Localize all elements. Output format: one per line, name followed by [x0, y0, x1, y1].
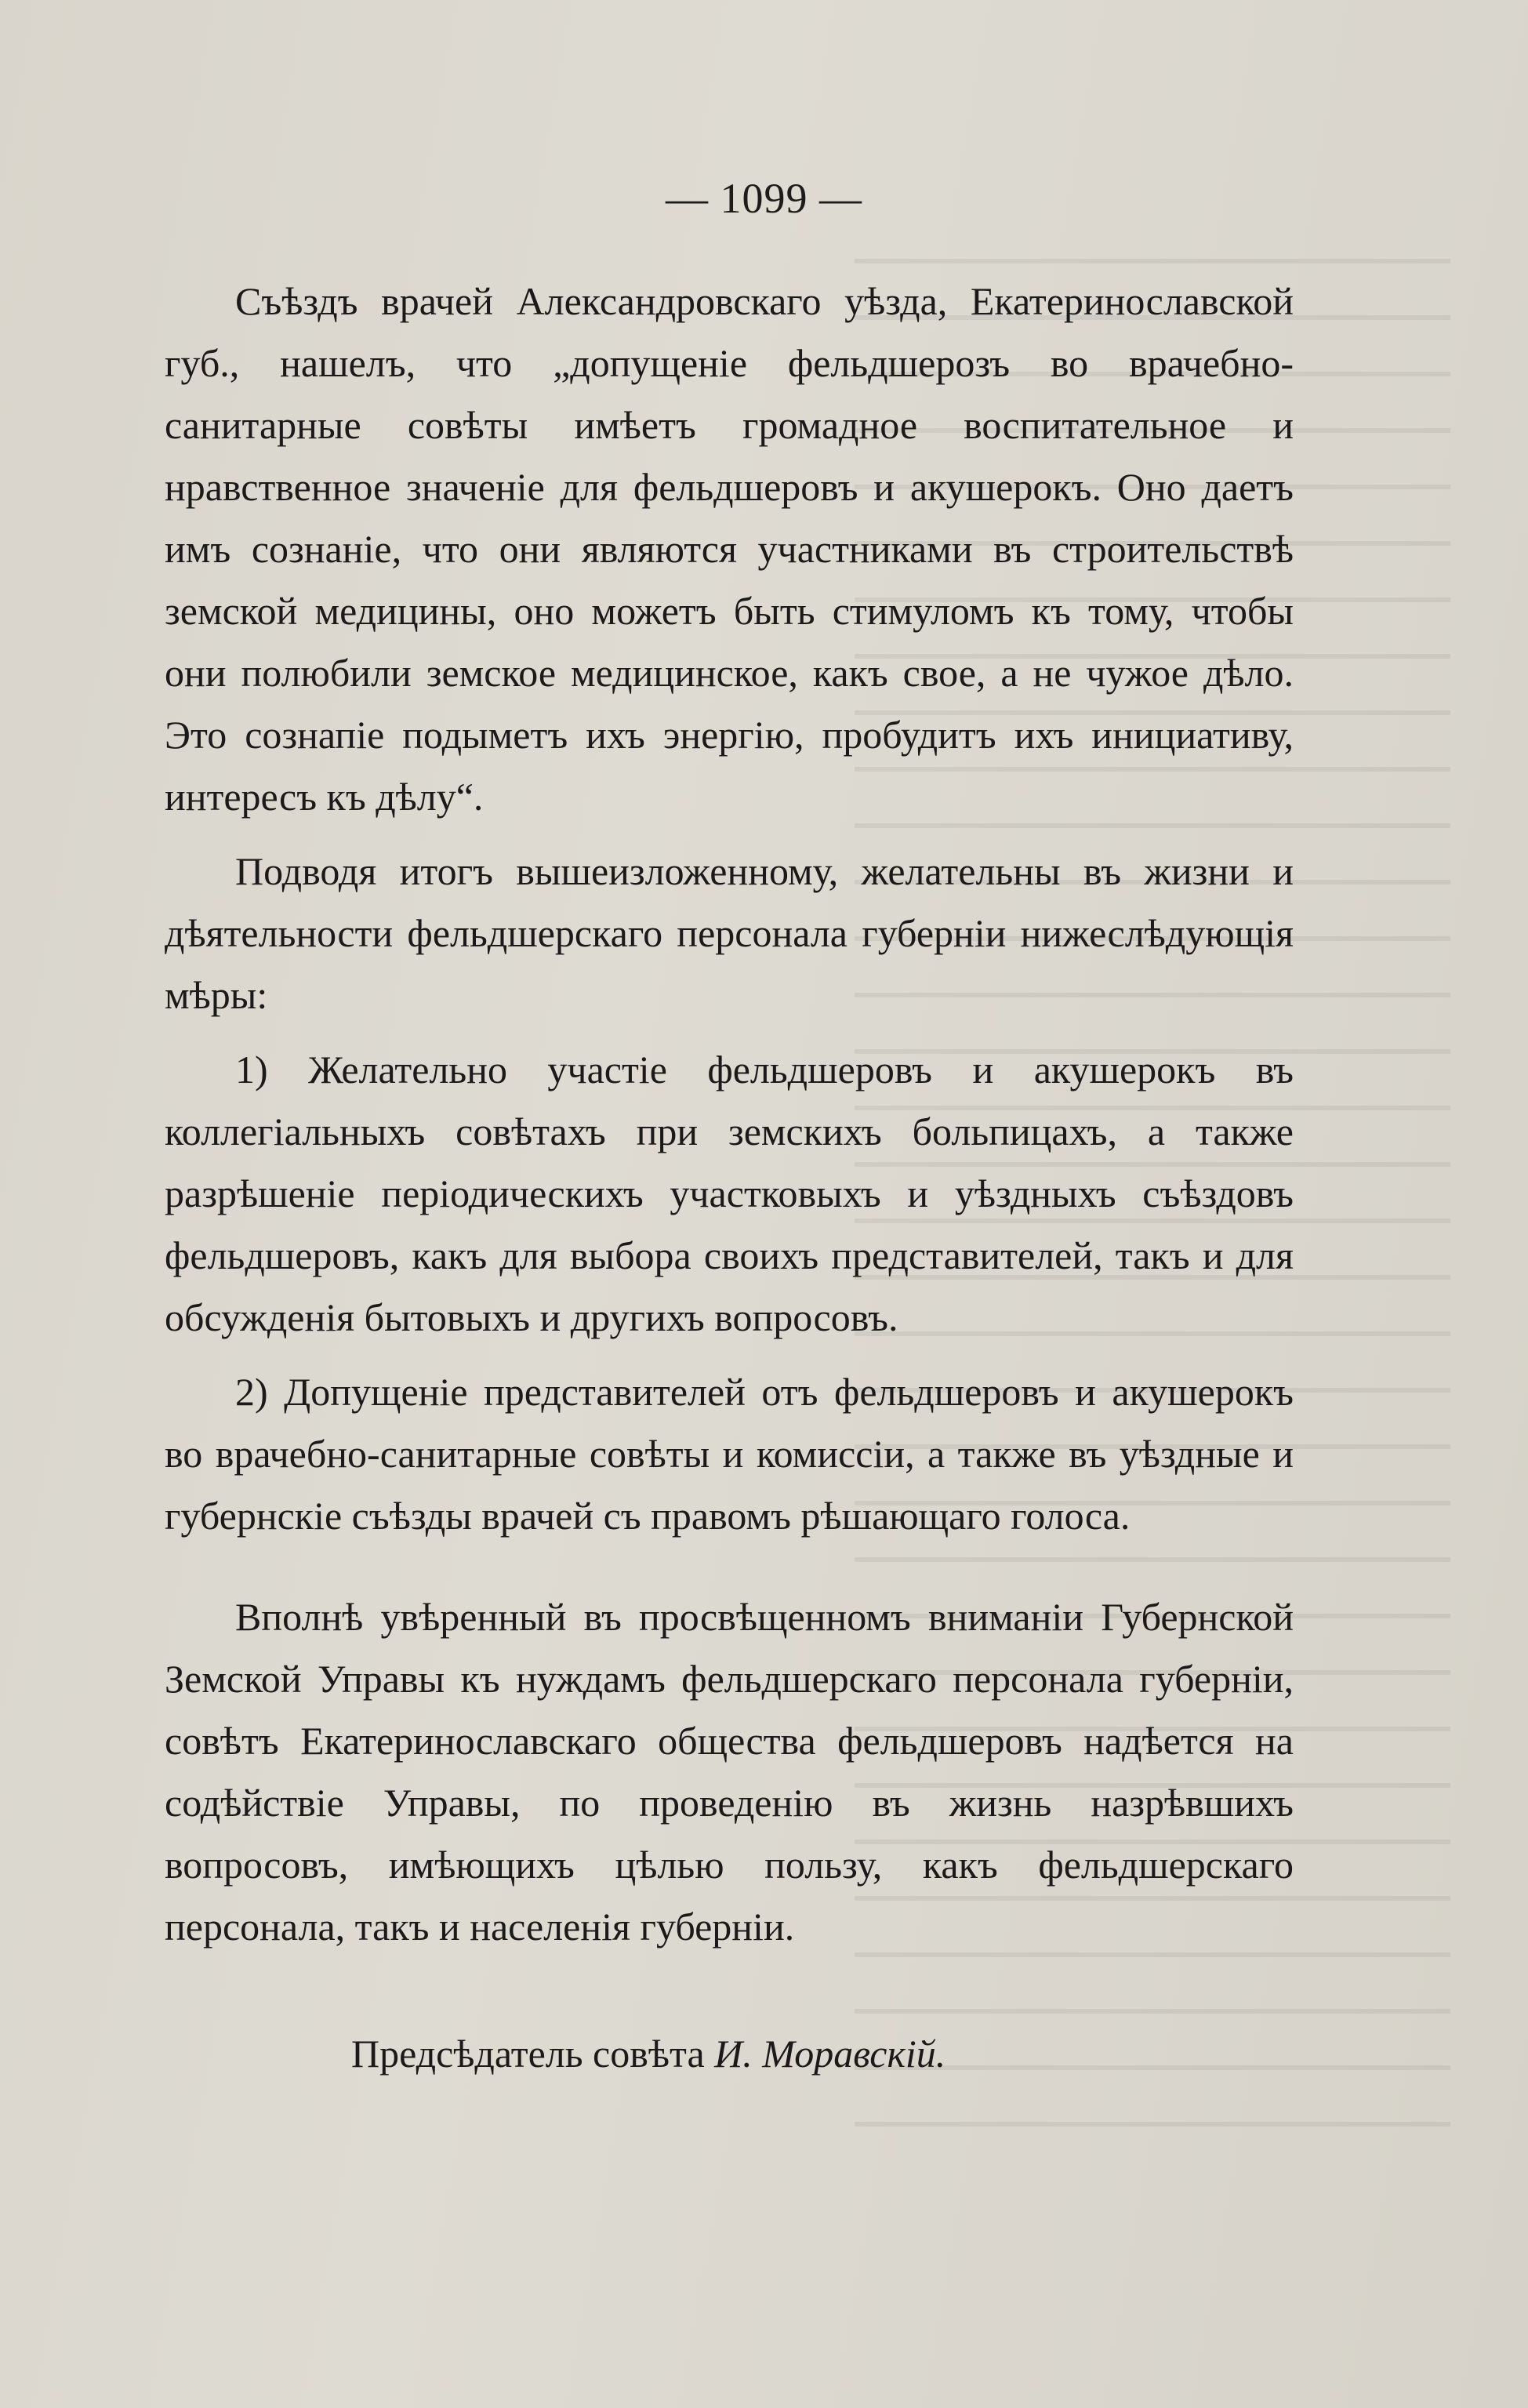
paragraph-congress-quote: Съѣздъ врачей Александровскаго уѣзда, Екатеринославской губ., нашелъ, что „допущеніе фельдшерозъ во врачебно-санитарные совѣты имѣетъ громадное воспитательное и нравственное значеніе для фельдшеровъ и акушерокъ. Оно даетъ имъ сознаніе, что они являются участниками въ строительствѣ земской медицины, оно можетъ быть стимуломъ къ тому, чтобы они полюбили земское медицинское, какъ свое, а не чужое дѣло. Это сознапіе подыметъ ихъ энергію, пробудитъ ихъ инициативу, интересъ къ дѣлу“. [165, 279, 1294, 819]
paragraph-measure-1: 1) Желательно участіе фельдшеровъ и акушерокъ въ коллегіальныхъ совѣтахъ при земскихъ больпицахъ, а также разрѣшеніе періодическихъ участковыхъ и уѣздныхъ съѣздовъ фельдшеровъ, какъ для выбора своихъ представителей, такъ и для обсужденія бытовыхъ и другихъ вопросовъ. [165, 1048, 1294, 1339]
body-text [165, 271, 1294, 1958]
page-number: — 1099 — [666, 175, 862, 222]
signature-line [351, 2023, 945, 2085]
paragraph-closing: Вполнѣ увѣренный въ просвѣщенномъ вниманіи Губернской Земской Управы къ нуждамъ фельдшерскаго персонала губерніи, совѣтъ Екатеринославскаго общества фельдшеровъ надѣется на содѣйствіе Управы, по проведенію въ жизнь назрѣвшихъ вопросовъ, имѣющихъ цѣлью пользу, какъ фельдшерскаго персонала, такъ и населенія губерніи. [165, 1595, 1294, 1949]
signature-title: Предсѣдатель совѣта [351, 2032, 705, 2076]
signature-name: И. Моравскій. [714, 2032, 946, 2076]
paragraph-measure-2: 2) Допущеніе представителей отъ фельдшеровъ и акушерокъ во врачебно-санитарные совѣты и комиссіи, а также въ уѣздные и губернскіе съѣзды врачей съ правомъ рѣшающаго голоса. [165, 1370, 1294, 1538]
paragraph-summary: Подводя итогъ вышеизложенному, желательны въ жизни и дѣятельности фельдшерскаго персонала губерніи нижеслѣдующія мѣры: [165, 849, 1294, 1017]
